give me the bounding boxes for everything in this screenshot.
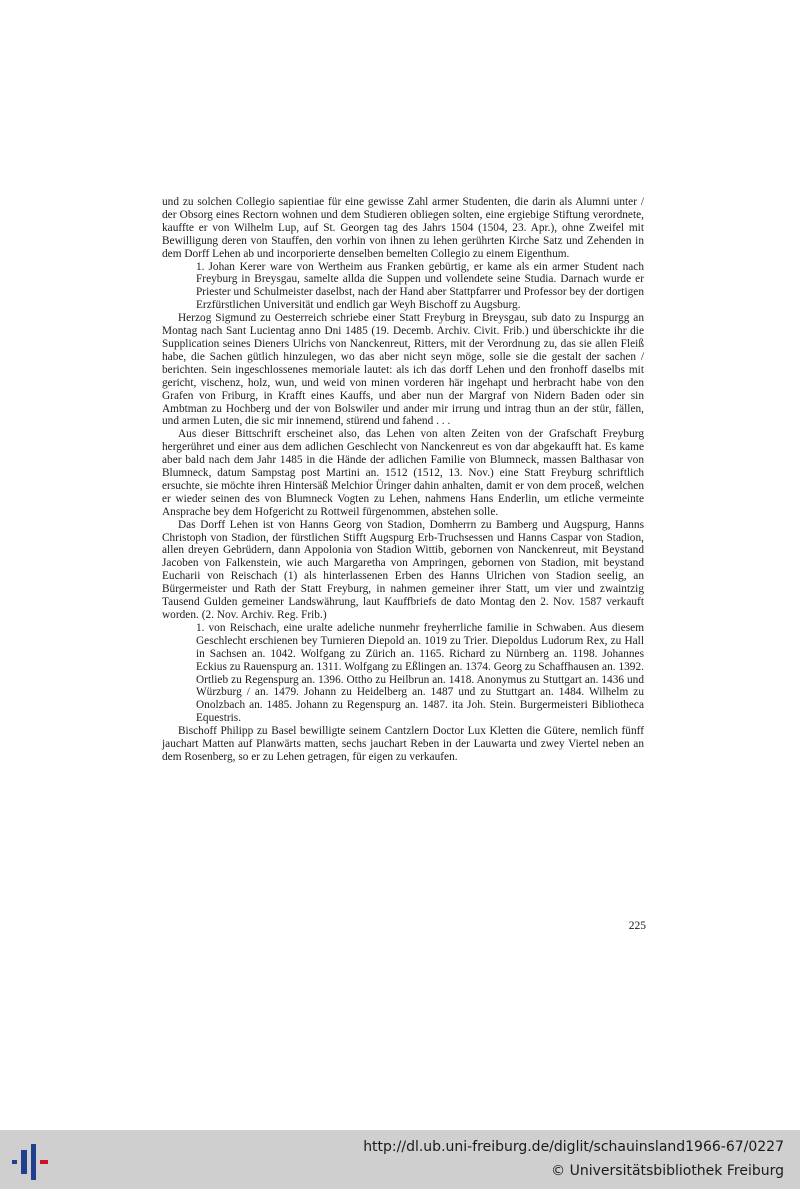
paragraph: Das Dorff Lehen ist von Hanns Georg von Stadion, Domherrn zu Bamberg und Augspurg, Hanns Christoph von Stadion, der fürstlichen Stifft Augspurg Erb-Truchsessen und Hanns Caspar von Stadion, allen dreyen Gebrüdern, dann Appolonia von Stadion Wittib, gebornen von Nanckenreut, mit Beystand Jacoben von Falkenstein, wie auch Margaretha von Ampringen, gebornen von Stadion, mit beystand Eucharii von Reischach (1) als hinterlassenen Erben des Hanns Ulrichen von Stadion seelig, an Bürgermeister und Rath der Statt Freyburg, in nahmen gemeiner ihrer Statt, um vier und zwaintzig Tausend Gulden gemeiner Landswährung, laut Kauffbriefs de dato Montag den 2. Nov. 1587 verkauft worden. (2. Nov. Archiv. Reg. Frib.): [162, 518, 644, 621]
paragraph: Bischoff Philipp zu Basel bewilligte seinem Cantzlern Doctor Lux Kletten die Gütere, nemlich fünff jauchart Matten auf Planwärts matten, sechs jauchart Reben in der Lauwarta und zwey Viertel neben an dem Rosenberg, so er zu Lehen getragen, für eigen zu verkaufen.: [162, 725, 644, 763]
copyright-text: © Universitätsbibliothek Freiburg: [551, 1163, 784, 1179]
source-url-link[interactable]: http://dl.ub.uni-freiburg.de/diglit/schauinsland1966-67/0227: [363, 1139, 784, 1155]
footer-bar: [0, 1130, 800, 1189]
paragraph: Herzog Sigmund zu Oesterreich schriebe einer Statt Freyburg in Breysgau, sub dato zu Inspurgg an Montag nach Sant Lucientag anno Dni 1485 (19. Decemb. Archiv. Civit. Frib.) und überschickte ihr die Supplication seines Dieners Ulrichs von Nanckenreut, Ritters, mit der Verordnung zu, das sie allen Fleiß habe, die Sachen gütlich hinzulegen, wo das aber nicht seyn möge, solle sie die gestalt der sachen / berichten. Sein ingeschlossenes memoriale lautet: als ich das dorff Lehen und den fronhoff daselbs mit gericht, vischenz, holz, wun, und weid von minen vorderen här ingehapt und herbracht habe von den Grafen von Friburg, in Krafft eines Kauffs, und aber nun der Margraf von Nidern Baden oder sin Ambtman zu Hochberg und der von Bolswiler und ander mir irrung und intrag thun an der stür, fällen, und armen Luten, die sic mir innemend, stürend und fahend . . .: [162, 312, 644, 428]
footnote-number: 1.: [196, 260, 205, 273]
ub-freiburg-logo-icon[interactable]: [8, 1142, 52, 1182]
paragraph: Aus dieser Bittschrift erscheinet also, das Lehen von alten Zeiten von der Grafschaft Freyburg hergerühret und einer aus dem adlichen Geschlecht von Nanckenreut es von dar abgekaufft hat. Es kame aber bald nach dem Jahr 1485 in die Hände der adlichen Familie von Blumneck, massen Balthasar von Blumneck, datum Sampstag post Martini an. 1512 (1512, 13. Nov.) eine Statt Freyburg schriftlich ersuchte, sie möchte ihren Hintersäß Melchior Üringer dahin anhalten, damit er von dem proceß, welchen er wieder seinen des von Blumneck Vogten zu Lehen, nahmens Hans Enderlin, um etliche vermeinte Ansprache bey dem Hofgericht zu Rottweil fürgenommen, abstehen solle.: [162, 428, 644, 518]
footnote-text: Johan Kerer ware von Wertheim aus Franken gebürtig, er kame als ein armer Student nach Freyburg in Breysgau, samelte allda die Suppen und vollendete seine Studia. Darnach wurde er Priester und Schulmeister daselbst, nach der Hand aber Stattpfarrer und Professor bey der dortigen Erzfürstlichen Universität und endlich gar Weyh Bischoff zu Augsburg.: [196, 260, 644, 312]
footnote: [196, 622, 644, 725]
paragraph: und zu solchen Collegio sapientiae für eine gewisse Zahl armer Studenten, die darin als Alumni unter / der Obsorg eines Rectorn wohnen und dem Studieren obliegen solten, eine ergiebige Stiftung verordnete, kauffte er von Wilhelm Lup, auf St. Georgen tag des Jahrs 1504 (1504, 23. Apr.), ohne Zweifel mit Bewilligung deren von Stauffen, den vorhin von ihnen zu lehen gerührten Kirche Satz und Zehenden in dem Dorff Lehen ab und incorporierte denselben bemelten Collegio zu einem Eigenthum.: [162, 196, 644, 260]
footnote-text: von Reischach, eine uralte adeliche nunmehr freyherrliche familie in Schwaben. Aus diesem Geschlecht erschienen bey Turnieren Diepold an. 1019 zu Trier. Diepoldus Ludorum Rex, zu Hall in Sachsen an. 1042. Wolfgang zu Zürich an. 1165. Richard zu Nürnberg an. 1198. Johannes Eckius zu Rauenspurg an. 1311. Wolfgang zu Eßlingen an. 1374. Georg zu Schaffhausen an. 1392. Ortlieb zu Regenspurg an. 1396. Ottho zu Heilbrun an. 1418. Anonymus zu Stuttgart an. 1436 und Würzburg / an. 1479. Johann zu Heidelberg an. 1487 und zu Stuttgart an. 1484. Wilhelm zu Onolzbach an. 1485. Johann zu Regenspurg an. 1487. ita Joh. Stein. Burgermeisteri Bibliotheca Equestris.: [196, 621, 644, 725]
page-text: [162, 196, 644, 764]
page-number: 225: [628, 920, 646, 932]
footnote: [196, 261, 644, 313]
footnote-number: 1.: [196, 621, 205, 634]
